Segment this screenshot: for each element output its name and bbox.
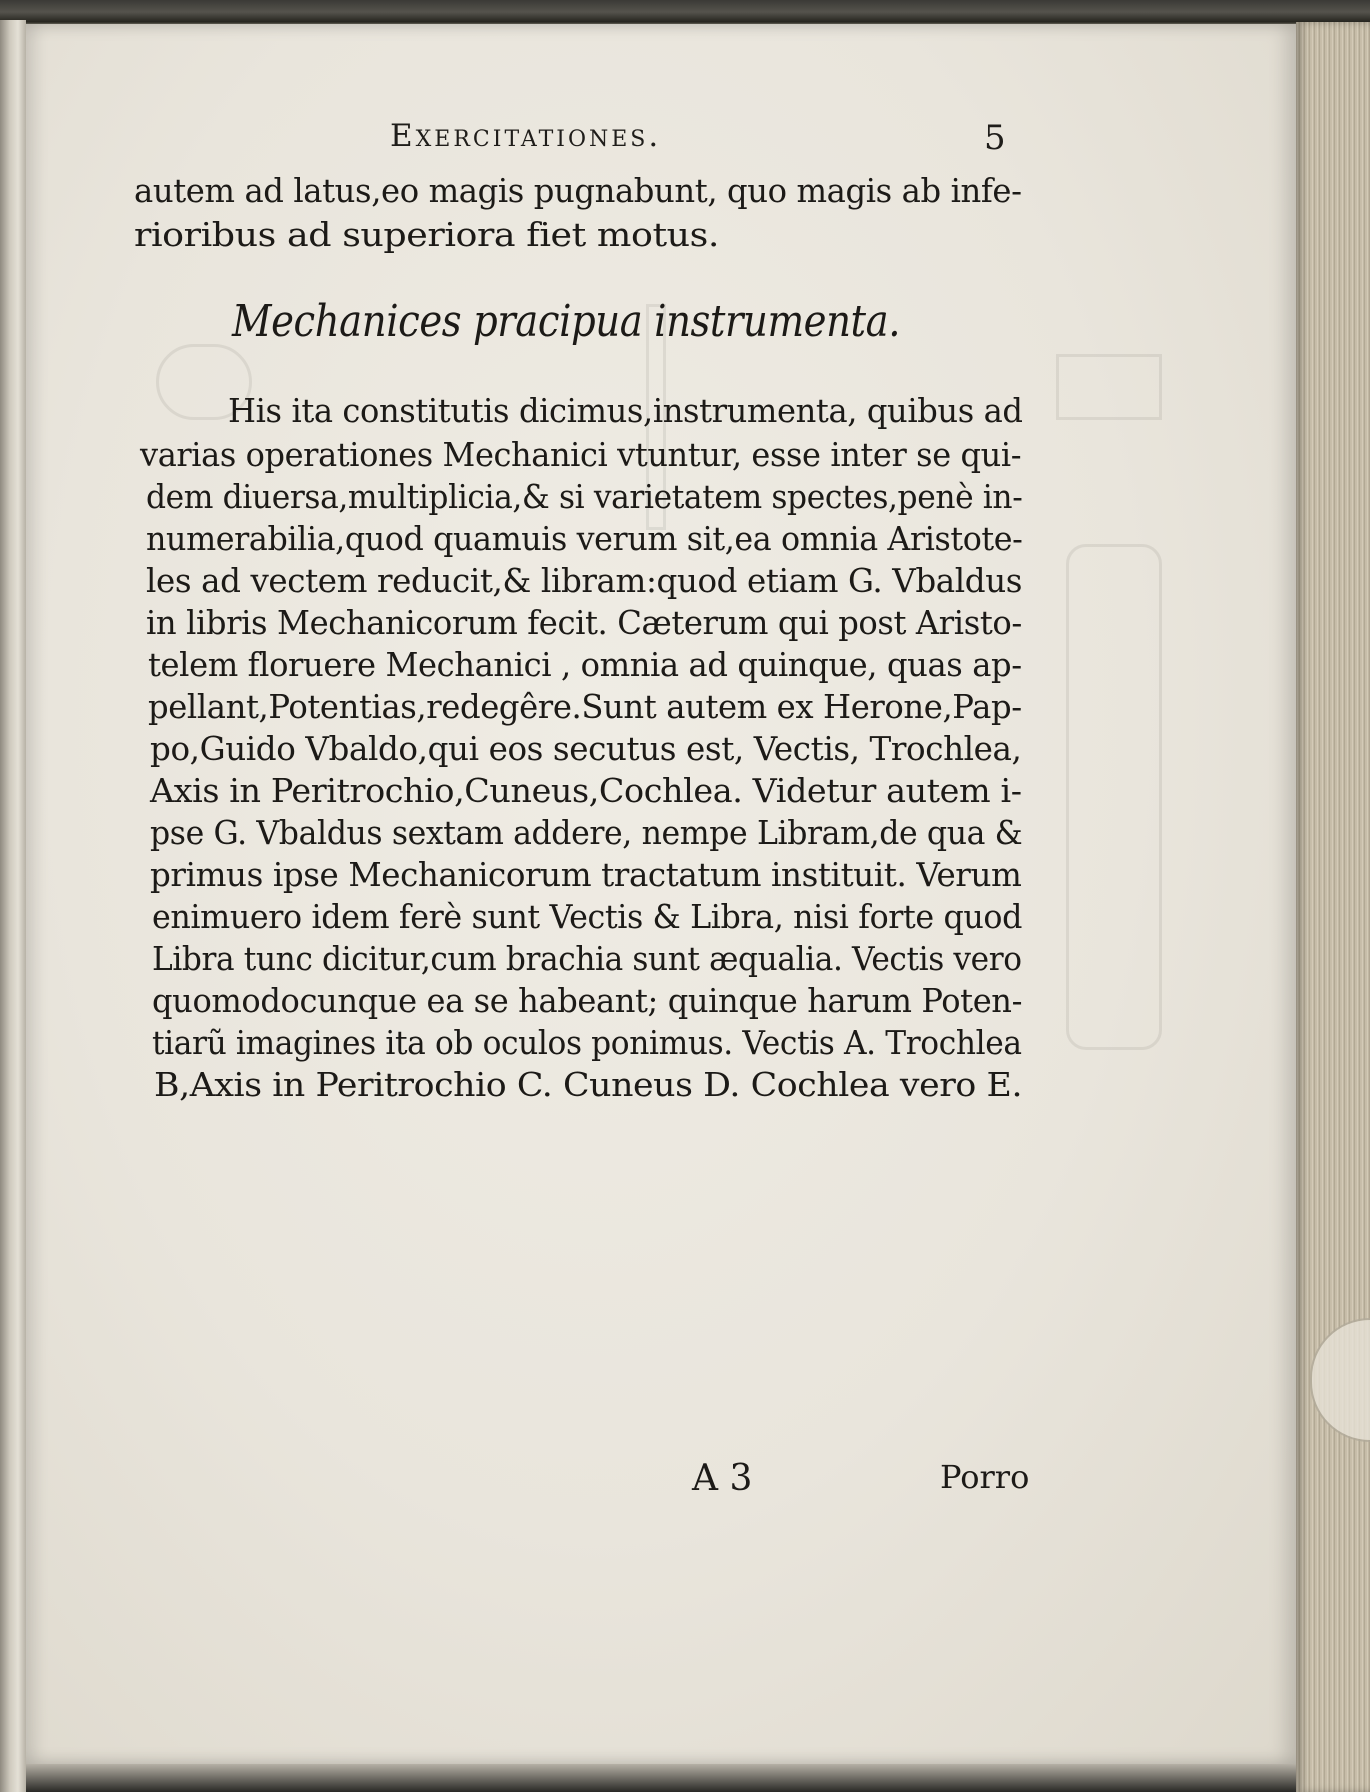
text-line: dem diuersa,multiplicia,& si varietatem spectes,penè in-: [146, 478, 1023, 516]
previous-leaf-edge: [0, 0, 1370, 26]
text-line: numerabilia,quod quamuis verum sit,ea omnia Aristote-: [146, 520, 1023, 558]
text-line: primus ipse Mechanicorum tractatum instituit. Verum: [150, 856, 1022, 894]
text-line: in libris Mechanicorum fecit. Cæterum qui post Aristo-: [146, 604, 1022, 642]
book-gutter: [0, 20, 26, 1792]
text-line: pellant,Potentias,redegêre.Sunt autem ex Herone,Pap-: [148, 688, 1022, 726]
running-head: Exercitationes.: [390, 118, 662, 154]
text-line: telem floruere Mechanici , omnia ad quinque, quas ap-: [148, 646, 1022, 684]
text-line: enimuero idem ferè sunt Vectis & Libra, nisi forte quod: [152, 898, 1023, 936]
text-line: autem ad latus,eo magis pugnabunt, quo magis ab infe-: [134, 172, 1022, 210]
text-line: varias operationes Mechanici vtuntur, esse inter se qui-: [140, 436, 1022, 474]
text-line: B,Axis in Peritrochio C. Cuneus D. Cochlea vero E.: [154, 1066, 1023, 1104]
text-line: pse G. Vbaldus sextam addere, nempe Libram,de qua &: [150, 814, 1023, 852]
text-line: les ad vectem reducit,& libram:quod etiam G. Vbaldus: [146, 562, 1023, 600]
text-line: po,Guido Vbaldo,qui eos secutus est, Vectis, Trochlea,: [150, 730, 1022, 768]
page-edges: [1296, 22, 1370, 1792]
text-line: rioribus ad superiora fiet motus.: [134, 216, 719, 254]
text-line: His ita constitutis dicimus,instrumenta, quibus ad: [228, 392, 1023, 430]
page-number: 5: [984, 118, 1006, 158]
book-page: [26, 24, 1296, 1764]
text-line: Axis in Peritrochio,Cuneus,Cochlea. Videtur autem i-: [150, 772, 1022, 810]
catchword: Porro: [940, 1458, 1030, 1496]
signature-mark: A 3: [692, 1458, 753, 1499]
text-line: quomodocunque ea se habeant; quinque harum Poten-: [152, 982, 1023, 1020]
text-line: Libra tunc dicitur,cum brachia sunt æqualia. Vectis vero: [152, 940, 1022, 978]
text-line: tiarũ imagines ita ob oculos ponimus. Vectis A. Trochlea: [152, 1024, 1022, 1062]
section-heading: Mechanices pracipua instrumenta.: [232, 296, 901, 347]
show-through-figure: [1056, 354, 1162, 420]
show-through-figure: [1066, 544, 1162, 1050]
